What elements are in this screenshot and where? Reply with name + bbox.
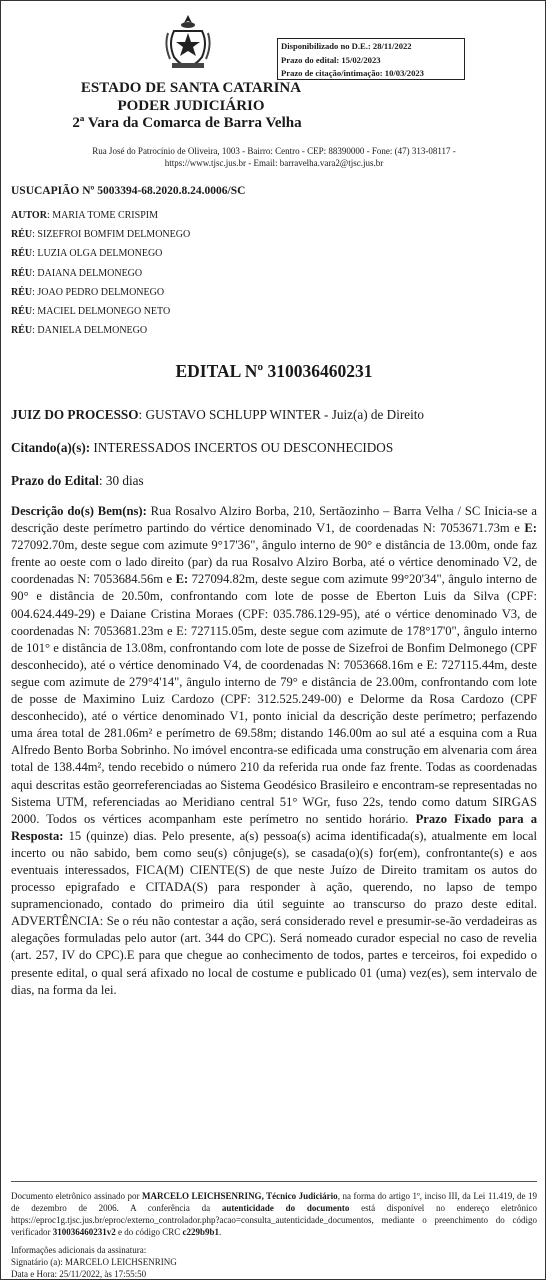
crc-code: c229b9b1 bbox=[182, 1227, 219, 1237]
signer-name: MARCELO LEICHSENRING, Técnico Judiciário bbox=[142, 1191, 338, 1201]
state-heading: ESTADO DE SANTA CATARINA bbox=[80, 80, 302, 96]
judge-label: JUIZ DO PROCESSO bbox=[11, 407, 139, 422]
party-name: : DANIELA DELMONEGO bbox=[32, 325, 148, 337]
coord-e-label: E: bbox=[175, 572, 189, 587]
signature-text: . bbox=[219, 1227, 222, 1237]
party-row bbox=[11, 209, 190, 228]
prazo-line bbox=[11, 473, 144, 489]
party-name: : SIZEFROI BOMFIM DELMONEGO bbox=[32, 229, 191, 241]
judge-line bbox=[11, 407, 424, 423]
description-text: 727094.82m, deste segue com azimute 99°20'34", ângulo interno de 90° e distância de 20.50m, confrontando com lote de posse de Eberton Luis da Silva (CPF: 004.624.449-29) e Daiane Cristina Moraes (CPF: 035.786.129-95), até o vértice denominado V3, de coordenadas N: 7053681.23m e E: 727115.05m, deste segue com azimute de 178°17'0", ângulo interno de 101° e distância de 13.08m, confrontando com lote de posse de Sizefroi de Bonfim Delmonego (CPF desconhecido), até o vértice denominado V4, de coordenadas N: 7053668.16m e E: 727115.44m, deste segue com azimute de 279°4'14", ângulo interno de 79° e distância de 23.00m, confrontando com lote de posse de Maximino Luiz Cardozo (CPF: 312.525.249-00) e Delorme da Rosa Cardozo (CPF desconhecido), até o vértice denominado V1, ponto inicial da descrição deste perímetro; perfazendo uma área total de 281.06m² e perímetro de 69.58m; distando 146.00m ao sul até a esquina com a Rua Alfredo Bento Borba Sobrinho. No imóvel encontra-se edificada uma construção em alvenaria com área total de 138.44m², tendo recebido o número 210 da referida rua onde faz frente. Todas as coordenadas aqui descritas estão georreferenciadas ao Sistema Geodésico Brasileiro e encontram-se representadas no Sistema UTM, referenciadas ao Meridiano central 51° WGr, fuso 22s, tendo como datum SIRGAS 2000. Todos os vértices acompanham este perímetro no sentido horário. bbox=[11, 572, 537, 826]
info-signer: Signatário (a): MARCELO LEICHSENRING bbox=[11, 1257, 177, 1267]
party-name: : JOAO PEDRO DELMONEGO bbox=[32, 286, 165, 298]
party-row bbox=[11, 286, 190, 305]
party-name: : LUZIA OLGA DELMONEGO bbox=[32, 248, 163, 260]
party-row bbox=[11, 247, 190, 266]
address-line: Rua José do Patrocínio de Oliveira, 1003 - Bairro: Centro - CEP: 88390000 - Fone: (47) 313-08117 - bbox=[92, 146, 456, 156]
authenticity-label: autenticidade do documento bbox=[221, 1203, 350, 1213]
party-name: : MACIEL DELMONEGO NETO bbox=[32, 305, 171, 317]
divider bbox=[11, 1181, 537, 1182]
party-role: RÉU bbox=[11, 229, 33, 241]
party-role: RÉU bbox=[11, 286, 33, 298]
description-paragraph bbox=[11, 503, 537, 999]
signature-text: e do código CRC bbox=[115, 1227, 183, 1237]
contact-line: https://www.tjsc.jus.br - Email: barravelha.vara2@tjsc.jus.br bbox=[164, 158, 384, 168]
description-text: 727092.70m, deste segue com azimute 9°17'36", ângulo interno de 90° e distância de 13.00m, onde faz frente ao oeste com o lado direito (par) da rua Rosalvo Alziro Borba, até o vértice denominado V2, de coordenadas N: 7053684.56m e bbox=[11, 538, 537, 587]
parties-list bbox=[11, 209, 190, 343]
party-row bbox=[11, 324, 190, 343]
party-row bbox=[11, 228, 190, 247]
party-name: : MARIA TOME CRISPIM bbox=[46, 210, 158, 221]
description-text: 15 (quinze) dias. Pelo presente, a(s) pessoa(s) acima identificada(s), atualmente em local incerto ou não sabido, bem como seu(s) cônjuge(s), se casada(o)(s) for(em), confrontante(s) e aos eventuais interessados, FICA(M) CIENTE(S) de que neste Juízo de Direito tramitam os autos do processo epigrafado e CITADA(S) para responder à ação, querendo, no lapso de tempo supramencionado, contado do primeiro dia útil seguinte ao transcurso do prazo deste edital. ADVERTÊNCIA: Se o réu não contestar a ação, será considerado revel e presumir-se-ão verdadeiras as alegações formuladas pelo autor (art. 344 do CPC). Será nomeado curador especial no caso de revelia (art. 257, IV do CPC).E para que chegue ao conhecimento de todos, partes e terceiros, foi expedido o presente edital, o qual será afixado no local de costume e publicado 01 (uma) vez(es), sem intervalo de dias, na forma da lei. bbox=[11, 828, 537, 997]
party-role: RÉU bbox=[11, 267, 33, 279]
signature-info bbox=[11, 1244, 177, 1280]
citando-line bbox=[11, 440, 393, 456]
publication-box bbox=[277, 38, 465, 80]
party-row bbox=[11, 305, 190, 324]
signature-paragraph bbox=[11, 1190, 537, 1238]
coat-of-arms-icon bbox=[164, 13, 212, 71]
citation-deadline: Prazo de citação/intimação: 10/03/2023 bbox=[281, 68, 424, 78]
party-name: : DAIANA DELMONEGO bbox=[32, 267, 143, 279]
description-text: Rua Rosalvo Alziro Borba, 210, Sertãozinho – Barra Velha / SC Inicia-se a descrição deste perímetro partindo do vértice denominado V1, de coordenadas N: 7053671.73m e bbox=[11, 504, 537, 536]
signature-text: Documento eletrônico assinado por bbox=[11, 1191, 143, 1201]
edital-deadline: Prazo do edital: 15/02/2023 bbox=[281, 54, 381, 65]
prazo-label: Prazo do Edital bbox=[11, 473, 99, 488]
citando-value: INTERESSADOS INCERTOS OU DESCONHECIDOS bbox=[90, 440, 394, 455]
coord-e-label: E: bbox=[524, 521, 537, 536]
court-address bbox=[11, 145, 537, 169]
description-label: Descrição do(s) Bem(ns): bbox=[11, 504, 147, 518]
judge-value: : GUSTAVO SCHLUPP WINTER - Juiz(a) de Direito bbox=[138, 407, 425, 422]
response-deadline-label: Prazo Fixado para a Resposta: bbox=[11, 811, 537, 843]
citando-label: Citando(a)(s): bbox=[11, 440, 91, 455]
publication-date: Disponibilizado no D.E.: 28/11/2022 bbox=[281, 41, 412, 51]
party-role: RÉU bbox=[11, 305, 33, 317]
prazo-value: : 30 dias bbox=[98, 473, 144, 488]
info-datetime: Data e Hora: 25/11/2022, às 17:55:50 bbox=[11, 1269, 147, 1279]
edital-title: EDITAL Nº 310036460231 bbox=[175, 361, 373, 381]
party-role: RÉU bbox=[11, 248, 33, 260]
signature-text: está disponível no endereço eletrônico https://eproc1g.tjsc.jus.br/eproc/externo_controlador.php?acao=consulta_autenticidade_documentos, mediante o preenchimento do código verificador bbox=[11, 1203, 537, 1237]
case-title: USUCAPIÃO Nº 5003394-68.2020.8.24.0006/SC bbox=[11, 185, 246, 197]
party-role: RÉU bbox=[11, 325, 33, 337]
signature-text: , na forma do artigo 1º, inciso III, da Lei 11.419, de 19 de dezembro de 2006. A conferência da bbox=[11, 1191, 538, 1213]
verifier-code: 310036460231v2 bbox=[52, 1227, 116, 1237]
party-row bbox=[11, 267, 190, 286]
party-role: AUTOR bbox=[11, 210, 47, 221]
info-header: Informações adicionais da assinatura: bbox=[11, 1245, 147, 1255]
vara-heading: 2ª Vara da Comarca de Barra Velha bbox=[72, 115, 302, 131]
power-heading: PODER JUDICIÁRIO bbox=[117, 98, 265, 114]
